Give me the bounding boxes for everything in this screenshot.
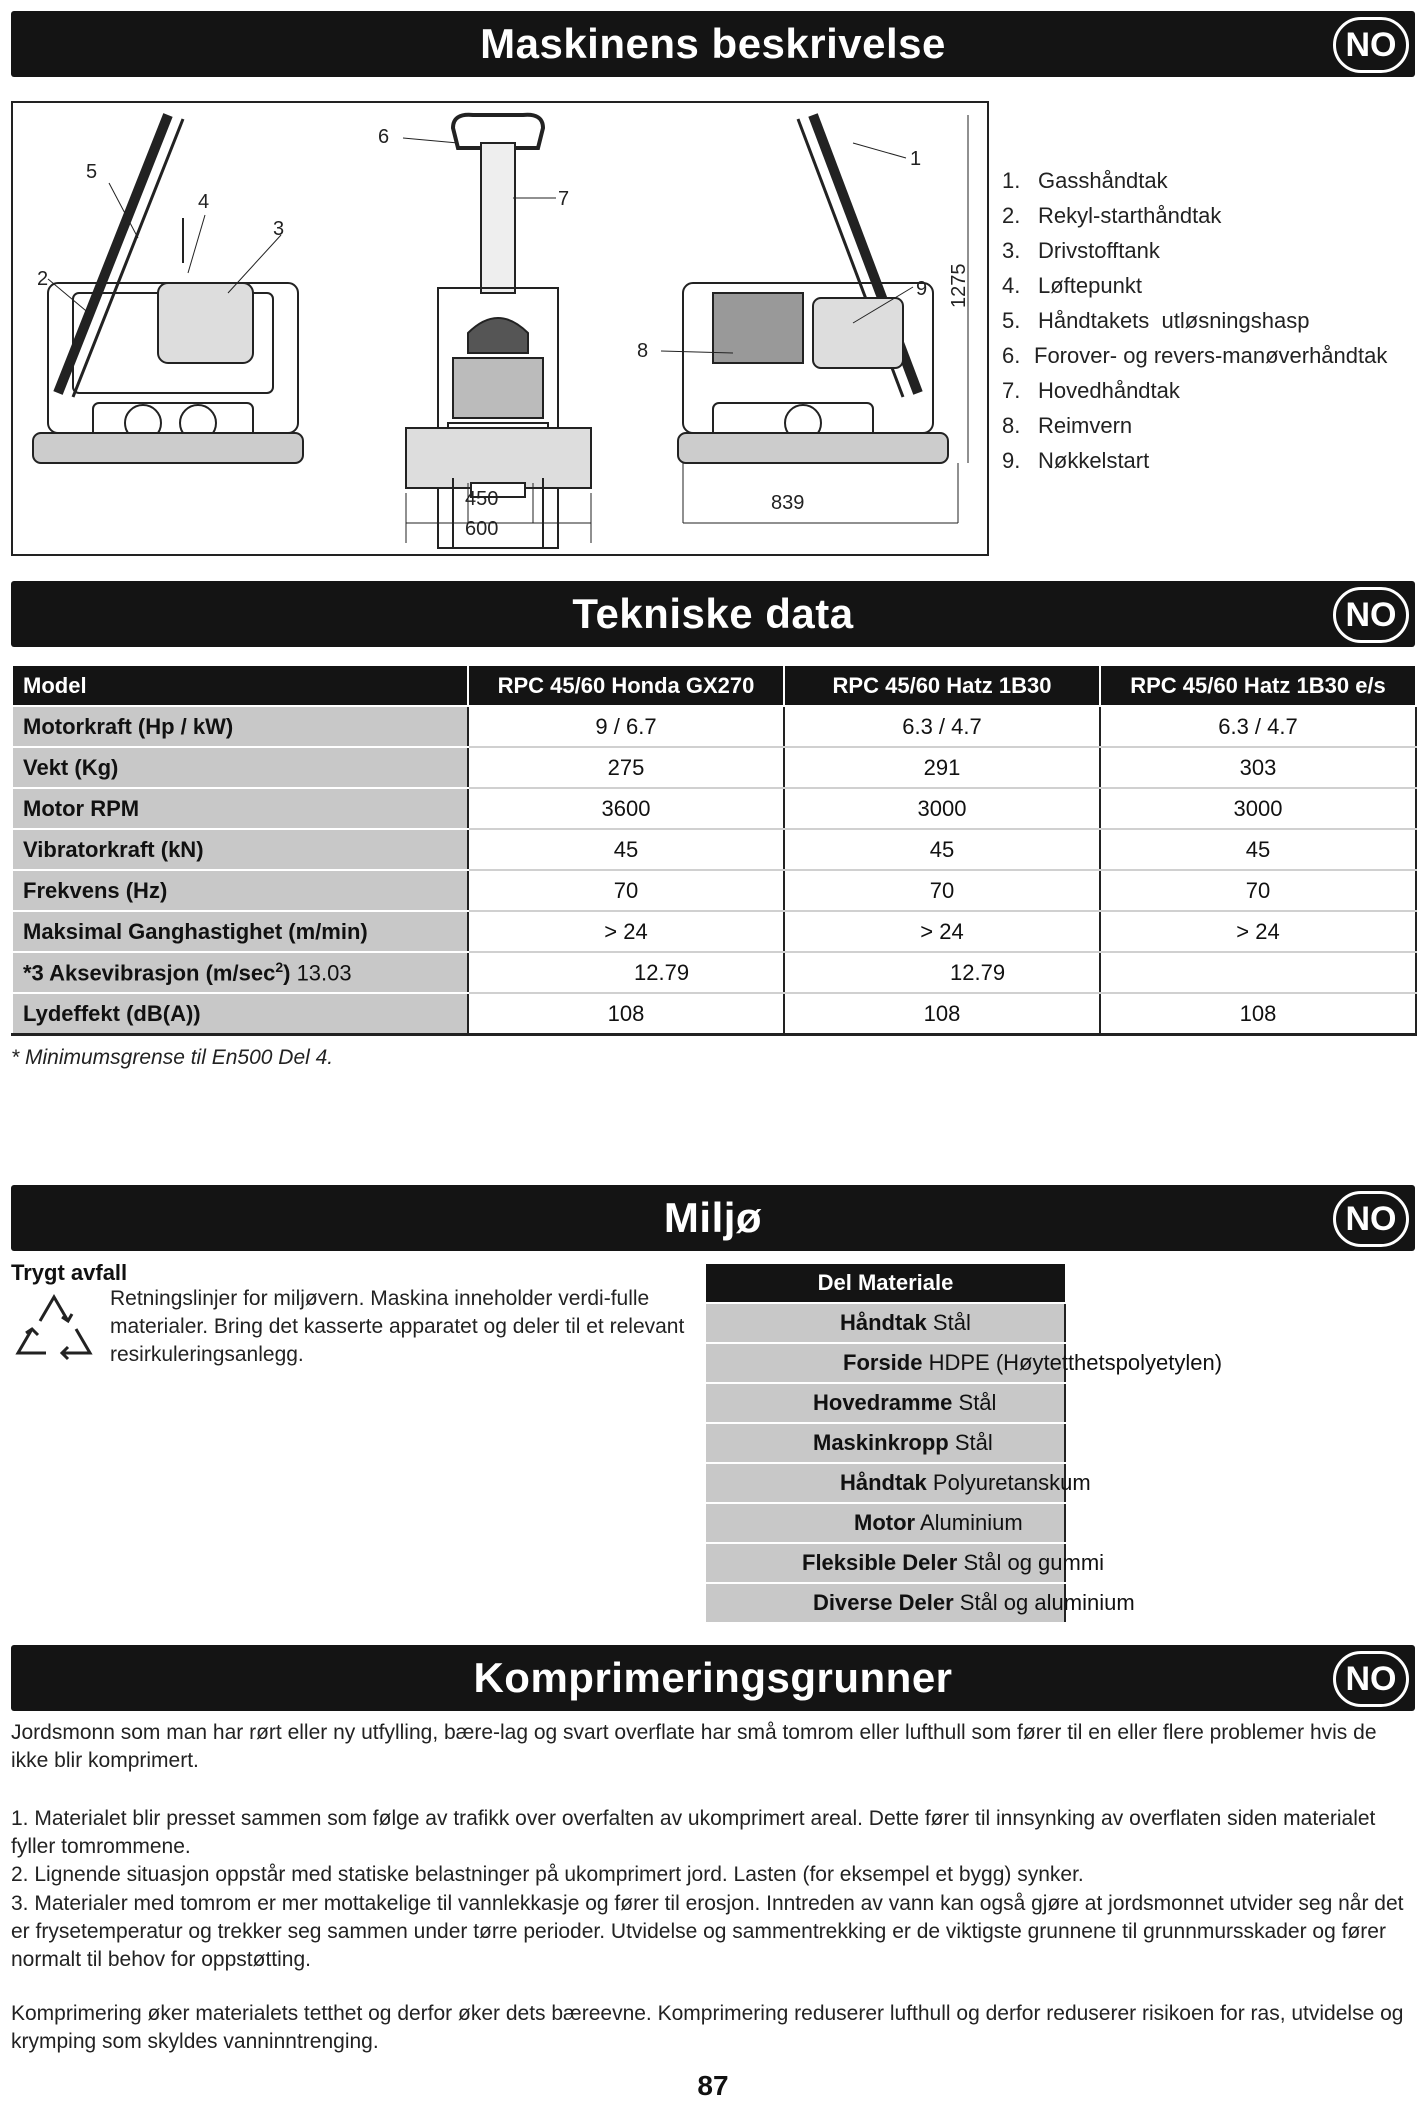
parts-list-item: 9. Nøkkelstart xyxy=(1002,448,1150,473)
machine-drawing xyxy=(13,103,987,554)
table-row: Forside HDPE (Høytetthetspolyetylen) xyxy=(706,1343,1415,1383)
table-row: *3 Aksevibrasjon $(m/\sec^2)$ 13.03 12.79 12.79 xyxy=(12,952,1416,993)
table-row: Vekt (Kg) 275 291 303 xyxy=(12,747,1416,788)
table-row: Maskinkropp Stål xyxy=(706,1423,1415,1463)
table-row: Håndtak Stål xyxy=(706,1303,1415,1343)
parts-list-item: 1. Gasshåndtak xyxy=(1002,168,1168,193)
callout-2: 2 xyxy=(37,268,49,290)
section-title: Miljø xyxy=(663,1194,763,1241)
table-row: Motorkraft (Hp / kW) 9 / 6.7 6.3 / 4.7 6.3 / 4.7 xyxy=(12,706,1416,747)
table-header-row xyxy=(706,1264,1415,1303)
callout-1: 1 xyxy=(910,148,922,170)
outro-paragraph: Komprimering øker materialets tetthet og derfor øker dets bæreevne. Komprimering reduserer lufthull og derfor reduserer risikoen for ras, utvidelse og krymping som skyldes vanninntrenging. xyxy=(11,2002,1404,2053)
callout-6: 6 xyxy=(378,126,390,148)
table-row: Motor Aluminium xyxy=(706,1503,1415,1543)
column-header: Del Materiale xyxy=(706,1264,1065,1303)
page-number: 87 xyxy=(697,2070,729,2101)
language-badge: NO xyxy=(1333,1191,1409,1247)
language-badge: NO xyxy=(1333,17,1409,73)
callout-7: 7 xyxy=(558,188,570,210)
column-header: RPC 45/60 Hatz 1B30 e/s xyxy=(1100,665,1416,706)
language-badge: NO xyxy=(1333,1651,1409,1707)
column-header: RPC 45/60 Honda GX270 xyxy=(468,665,784,706)
front-view xyxy=(406,115,591,548)
list-item: 2. Lignende situasjon oppstår med statiske belastninger på ukomprimert jord. Lasten (for eksempel et bygg) synker. xyxy=(11,1863,1084,1886)
parts-list-item: 5. Håndtakets utløsningshasp xyxy=(1002,308,1310,333)
section-banner-compaction xyxy=(11,1645,1415,1711)
section-title: Komprimeringsgrunner xyxy=(473,1654,953,1701)
list-item: 3. Materialer med tomrom er mer mottakelige til vannlekkasje og fører til erosjon. Inntreden av vann kan også gjøre at jordsmonnet utvider seg når det er frysetemperatur og trekker seg sammen under tørre perioder. Utvidelse og sammentrekking er de viktigste grunnene til grunnmursskader og fører normalt til behov for oppstøtting. xyxy=(11,1892,1404,1971)
parts-list-item: 6. Forover- og revers-manøverhåndtak xyxy=(1002,343,1388,368)
column-header: Model xyxy=(12,665,468,706)
parts-list-item: 7. Hovedhåndtak xyxy=(1002,378,1180,403)
table-header-row xyxy=(12,665,1416,706)
table-row: Maksimal Ganghastighet (m/min) > 24 > 24 > 24 xyxy=(12,911,1416,952)
table-row: Fleksible Deler Stål og gummi xyxy=(706,1543,1415,1583)
callout-3: 3 xyxy=(273,218,285,240)
dim-side-height: 1275 xyxy=(948,263,970,308)
section-title: Tekniske data xyxy=(572,590,854,637)
section-banner-tech-data xyxy=(11,581,1415,647)
callout-9: 9 xyxy=(916,278,928,300)
parts-list-item: 8. Reimvern xyxy=(1002,413,1133,438)
machine-diagram xyxy=(11,101,989,556)
side-view-left xyxy=(33,115,303,463)
dim-side-length: 839 xyxy=(771,492,805,514)
callout-4: 4 xyxy=(198,191,210,213)
column-header: RPC 45/60 Hatz 1B30 xyxy=(784,665,1100,706)
table-row: Håndtak Polyuretanskum xyxy=(706,1463,1415,1503)
side-view-right xyxy=(678,115,968,523)
dim-front-inner: 450 xyxy=(465,488,499,510)
table-row: Hovedramme Stål xyxy=(706,1383,1415,1423)
section-title: Maskinens beskrivelse xyxy=(480,20,946,67)
intro-paragraph: Jordsmonn som man har rørt eller ny utfylling, bære-lag og svart overflate har små tomrom eller lufthull som fører til en eller flere problemer hvis de ikke blir komprimert. xyxy=(11,1721,1377,1772)
section-banner-description xyxy=(11,11,1415,77)
dim-front-outer: 600 xyxy=(465,518,499,540)
callout-5: 5 xyxy=(86,161,98,183)
table-row: Lydeffekt (dB(A)) 108 108 108 xyxy=(12,993,1416,1035)
section-banner-environment xyxy=(11,1185,1415,1251)
footnote: * Minimumsgrense til En500 Del 4. xyxy=(11,1046,334,1069)
safe-disposal-heading: Trygt avfall xyxy=(11,1260,128,1285)
table-row: Diverse Deler Stål og aluminium xyxy=(706,1583,1415,1623)
recycle-icon xyxy=(10,1285,98,1375)
table-row: Frekvens (Hz) 70 70 70 xyxy=(12,870,1416,911)
parts-list xyxy=(1002,163,1387,478)
table-row: Vibratorkraft (kN) 45 45 45 xyxy=(12,829,1416,870)
materials-table xyxy=(706,1264,1415,1624)
parts-list-item: 3. Drivstofftank xyxy=(1002,238,1160,263)
list-item: 1. Materialet blir presset sammen som følge av trafikk over overfalten av ukomprimert areal. Dette fører til innsynking av overflaten siden materialet fyller tomrommene. xyxy=(11,1807,1376,1858)
parts-list-item: 2. Rekyl-starthåndtak xyxy=(1002,203,1222,228)
parts-list-item: 4. Løftepunkt xyxy=(1002,273,1142,298)
safe-disposal-text: Retningslinjer for miljøvern. Maskina inneholder verdi-fulle materialer. Bring det kasserte apparatet og deler til et relevant resirkuleringsanlegg. xyxy=(110,1287,685,1366)
table-row: Motor RPM 3600 3000 3000 xyxy=(12,788,1416,829)
callout-8: 8 xyxy=(637,340,649,362)
language-badge: NO xyxy=(1333,587,1409,643)
tech-data-table xyxy=(11,664,1417,1036)
